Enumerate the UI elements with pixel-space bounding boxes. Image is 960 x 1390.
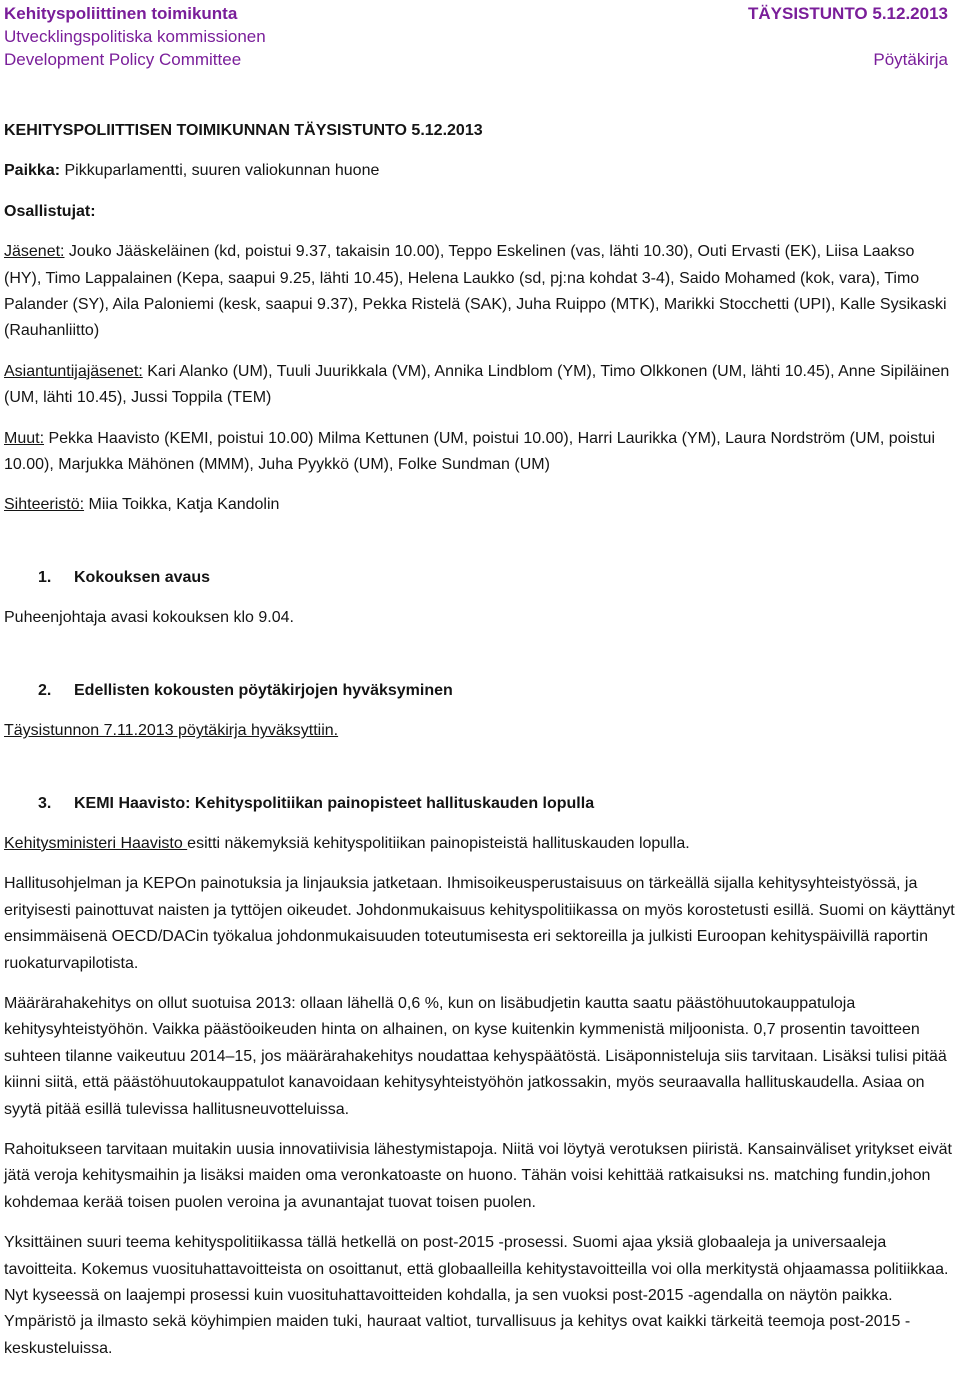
participants-label: Osallistujat: [4,202,96,220]
section-heading-3 [4,791,956,817]
header-left [4,2,266,71]
org-name-sv: Utvecklingspolitiska kommissionen [4,27,266,46]
experts-label: Asiantuntijajäsenet: [4,362,143,380]
place-line [4,158,956,184]
section-heading-2 [4,678,956,704]
section-heading-1 [4,565,956,591]
document-body [4,118,956,1362]
section-2-paragraph: Täysistunnon 7.11.2013 pöytäkirja hyväksyttiin. [4,722,339,740]
others-paragraph [4,426,956,479]
section-3-paragraph-4: Yksittäinen suuri teema kehityspolitiikassa tällä hetkellä on post-2015 -prosessi. Suomi ajaa yksiä globaaleja ja universaaleja tavoitteita. Kokemus vuosituhattavoitteista on osoittanut, että globaalleilla kehitystavoitteilla voi olla merkitystä ohjaamassa politiikkaa. Nyt kyseessä on laajempi prosessi kuin vuosituhattavoitteiden kohdalla, ja sen vuoksi post-2015 -agendalla on näytön paikka. Ympäristö ja ilmasto sekä köyhimpien maiden tuki, hauraat valtiot, turvallisuus ja kehitys ovat kaikki tärkeitä teemoja post-2015 -keskusteluissa. [4,1234,949,1357]
org-name-en: Development Policy Committee [4,50,242,69]
section-number: 1. [38,568,52,586]
section-3-paragraph-3: Rahoitukseen tarvitaan muitakin uusia innovatiivisia lähestymistapoja. Niitä voi löytyä verotuksen piiristä. Kansainväliset yritykset eivät jätä veroja kehitysmaihin ja lisäksi maiden oma veronkatoaste on huono. Tähän voisi kehittää ratkaisuksi ns. matching fundin,johon kohdemaa kerää toisen puolen veroina ja avunantajat tuovat toisen puolen. [4,1140,952,1211]
document-title: KEHITYSPOLIITTISEN TOIMIKUNNAN TÄYSISTUNTO 5.12.2013 [4,122,483,139]
experts-paragraph [4,359,956,412]
secretariat-paragraph [4,492,956,518]
org-name-fi: Kehityspoliittinen toimikunta [4,4,238,23]
members-text: Jouko Jääskeläinen (kd, poistui 9.37, takaisin 10.00), Teppo Eskelinen (vas, lähti 10.30), Outi Ervasti (EK), Liisa Laakso (HY), Timo Lappalainen (Kepa, saapui 9.25, lähti 10.45), Helena Laukko (sd, pj:na kohdat 3-4), Saido Mohamed (kok, vara), Timo Palander (SY), Aila Paloniemi (kesk, saapui 9.37), Pekka Ristelä (SAK), Juha Ruippo (MTK), Marikki Stocchetti (UPI), Kalle Sysikaski (Rauhanliitto) [4,243,947,340]
section-title: Kokouksen avaus [74,568,211,586]
document-type: Pöytäkirja [873,50,948,69]
others-label: Muut: [4,429,45,447]
others-text: Pekka Haavisto (KEMI, poistui 10.00) Milma Kettunen (UM, poistui 10.00), Harri Laurikka (YM), Laura Nordström (UM, poistui 10.00), Marjukka Mähönen (MMM), Juha Pyykkö (UM), Folke Sundman (UM) [4,429,935,474]
meeting-date: TÄYSISTUNTO 5.12.2013 [748,4,948,23]
section-1-paragraph: Puheenjohtaja avasi kokouksen klo 9.04. [4,609,294,627]
place-label: Paikka: [4,162,61,180]
place-value: Pikkuparlamentti, suuren valiokunnan huone [60,162,380,180]
section-number: 2. [38,681,52,699]
experts-text: Kari Alanko (UM), Tuuli Juurikkala (VM), Annika Lindblom (YM), Timo Olkkonen (UM, lähti 10.45), Anne Sipiläinen (UM, lähti 10.45), Jussi Toppila (TEM) [4,362,950,407]
minister-name: Kehitysministeri Haavisto [4,834,188,852]
header-right [748,2,948,71]
secretariat-text: Miia Toikka, Katja Kandolin [84,496,280,514]
secretariat-label: Sihteeristö: [4,496,85,514]
intro-text: esitti näkemyksiä kehityspolitiikan painopisteistä hallituskauden lopulla. [187,834,690,852]
section-title: KEMI Haavisto: Kehityspolitiikan painopisteet hallituskauden lopulla [74,794,595,812]
section-title: Edellisten kokousten pöytäkirjojen hyväksyminen [74,681,453,699]
section-3-paragraph-1: Hallitusohjelman ja KEPOn painotuksia ja linjauksia jatketaan. Ihmisoikeusperustaisuus on tärkeällä sijalla kehitysyhteistyössä, ja erityisesti painottuvat naisten ja tyttöjen oikeudet. Johdonmukaisuus kehityspolitiikassa on myös korostetusti esillä. Suomi on käyttänyt ensimmäisenä OECD/DACin työkalua johdonmukaisuuden toteutumisesta eri sektoreilla ja julkisti Euroopan kehityspäivillä raportin ruokaturvapilotista. [4,875,955,972]
members-paragraph [4,239,956,345]
section-number: 3. [38,794,52,812]
members-label: Jäsenet: [4,243,65,261]
section-3-intro [4,831,956,857]
section-3-paragraph-2: Määrärahakehitys on ollut suotuisa 2013: ollaan lähellä 0,6 %, kun on lisäbudjetin kautta saatu päästöhuutokauppatuloja kehitysyhteistyöhön. Vaikka päästöoikeuden hinta on alhainen, on kyse kuitenkin kymmenistä miljoonista. 0,7 prosentin tavoitteen suhteen tilanne vaikeutuu 2014–15, jos määrärahakehitys noudattaa kehyspäätöstä. Lisäponnisteluja siis tarvitaan. Lisäksi tulisi pitää kiinni siitä, että päästöhuutokauppatulot kanavoidaan kehitysyhteistyöhön jatkossakin, myös seuraavalla hallituskaudella. Asiaa on syytä pitää esillä tulevissa hallitusneuvotteluissa. [4,994,947,1118]
